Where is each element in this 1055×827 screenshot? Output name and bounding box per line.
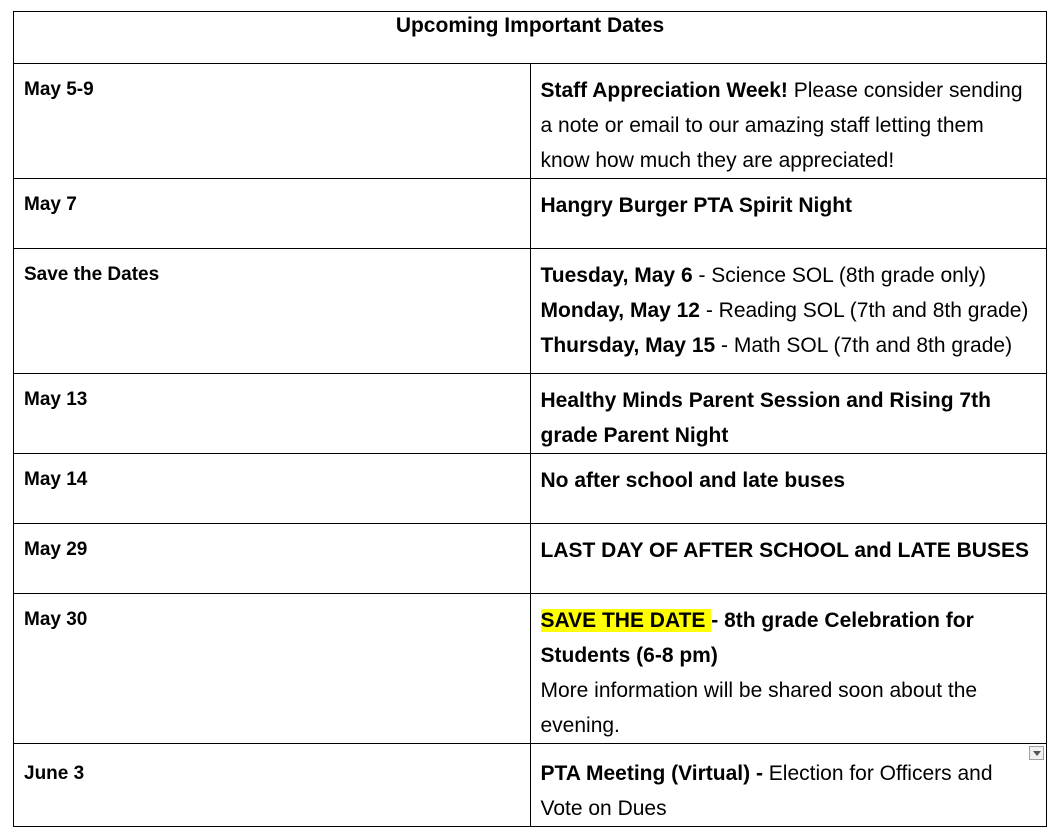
event-title: No after school and late buses [540, 469, 846, 492]
upcoming-dates-table [13, 11, 1047, 827]
event-detail: More information will be shared soon about the evening. [540, 679, 978, 737]
event-title: Healthy Minds Parent Session and Rising 7th grade Parent Night [540, 389, 991, 447]
table-row [14, 179, 1047, 249]
table-row [14, 594, 1047, 744]
event-title: - 8th grade Celebration for Students (6-8 pm) [540, 609, 974, 667]
event-title: LAST DAY OF AFTER SCHOOL and LATE BUSES [540, 539, 1029, 562]
event-title: Staff Appreciation Week! [540, 79, 788, 102]
date-cell: May 14 [14, 454, 531, 524]
date-cell: May 13 [14, 374, 531, 454]
table-row [14, 524, 1047, 594]
table-header-row [14, 12, 1047, 64]
date-cell: June 3 [14, 744, 531, 827]
sol-line [541, 293, 1037, 328]
sol-detail: - Math SOL (7th and 8th grade) [715, 334, 1013, 357]
sol-detail: - Reading SOL (7th and 8th grade) [700, 299, 1029, 322]
description-cell [530, 64, 1047, 179]
description-cell [530, 744, 1047, 827]
event-detail: Please consider sending a note or email to our amazing staff letting them know how much they are appreciated! [540, 79, 1023, 172]
sol-date: Monday, May 12 [540, 299, 700, 322]
sol-line [541, 258, 1037, 293]
table-row [14, 249, 1047, 374]
table-row [14, 454, 1047, 524]
event-title: PTA Meeting (Virtual) - [540, 762, 769, 785]
sol-date: Thursday, May 15 [540, 334, 716, 357]
date-cell: May 30 [14, 594, 531, 744]
description-cell [530, 524, 1047, 594]
sol-detail: - Science SOL (8th grade only) [692, 264, 986, 287]
date-cell: May 5-9 [14, 64, 531, 179]
table-row [14, 64, 1047, 179]
sol-date: Tuesday, May 6 [540, 264, 693, 287]
date-cell: May 29 [14, 524, 531, 594]
table-row [14, 374, 1047, 454]
highlighted-save-the-date: SAVE THE DATE [540, 609, 712, 632]
dropdown-arrow-icon[interactable] [1029, 746, 1044, 760]
table-row [14, 744, 1047, 827]
event-detail: Election for Officers and Vote on Dues [540, 762, 993, 820]
description-cell [530, 454, 1047, 524]
description-cell [530, 249, 1047, 374]
description-cell [530, 594, 1047, 744]
description-cell [530, 179, 1047, 249]
event-title: Hangry Burger PTA Spirit Night [540, 194, 853, 217]
sol-line [541, 328, 1037, 363]
date-cell: Save the Dates [14, 249, 531, 374]
date-cell: May 7 [14, 179, 531, 249]
description-cell [530, 374, 1047, 454]
table-title: Upcoming Important Dates [14, 12, 1047, 64]
